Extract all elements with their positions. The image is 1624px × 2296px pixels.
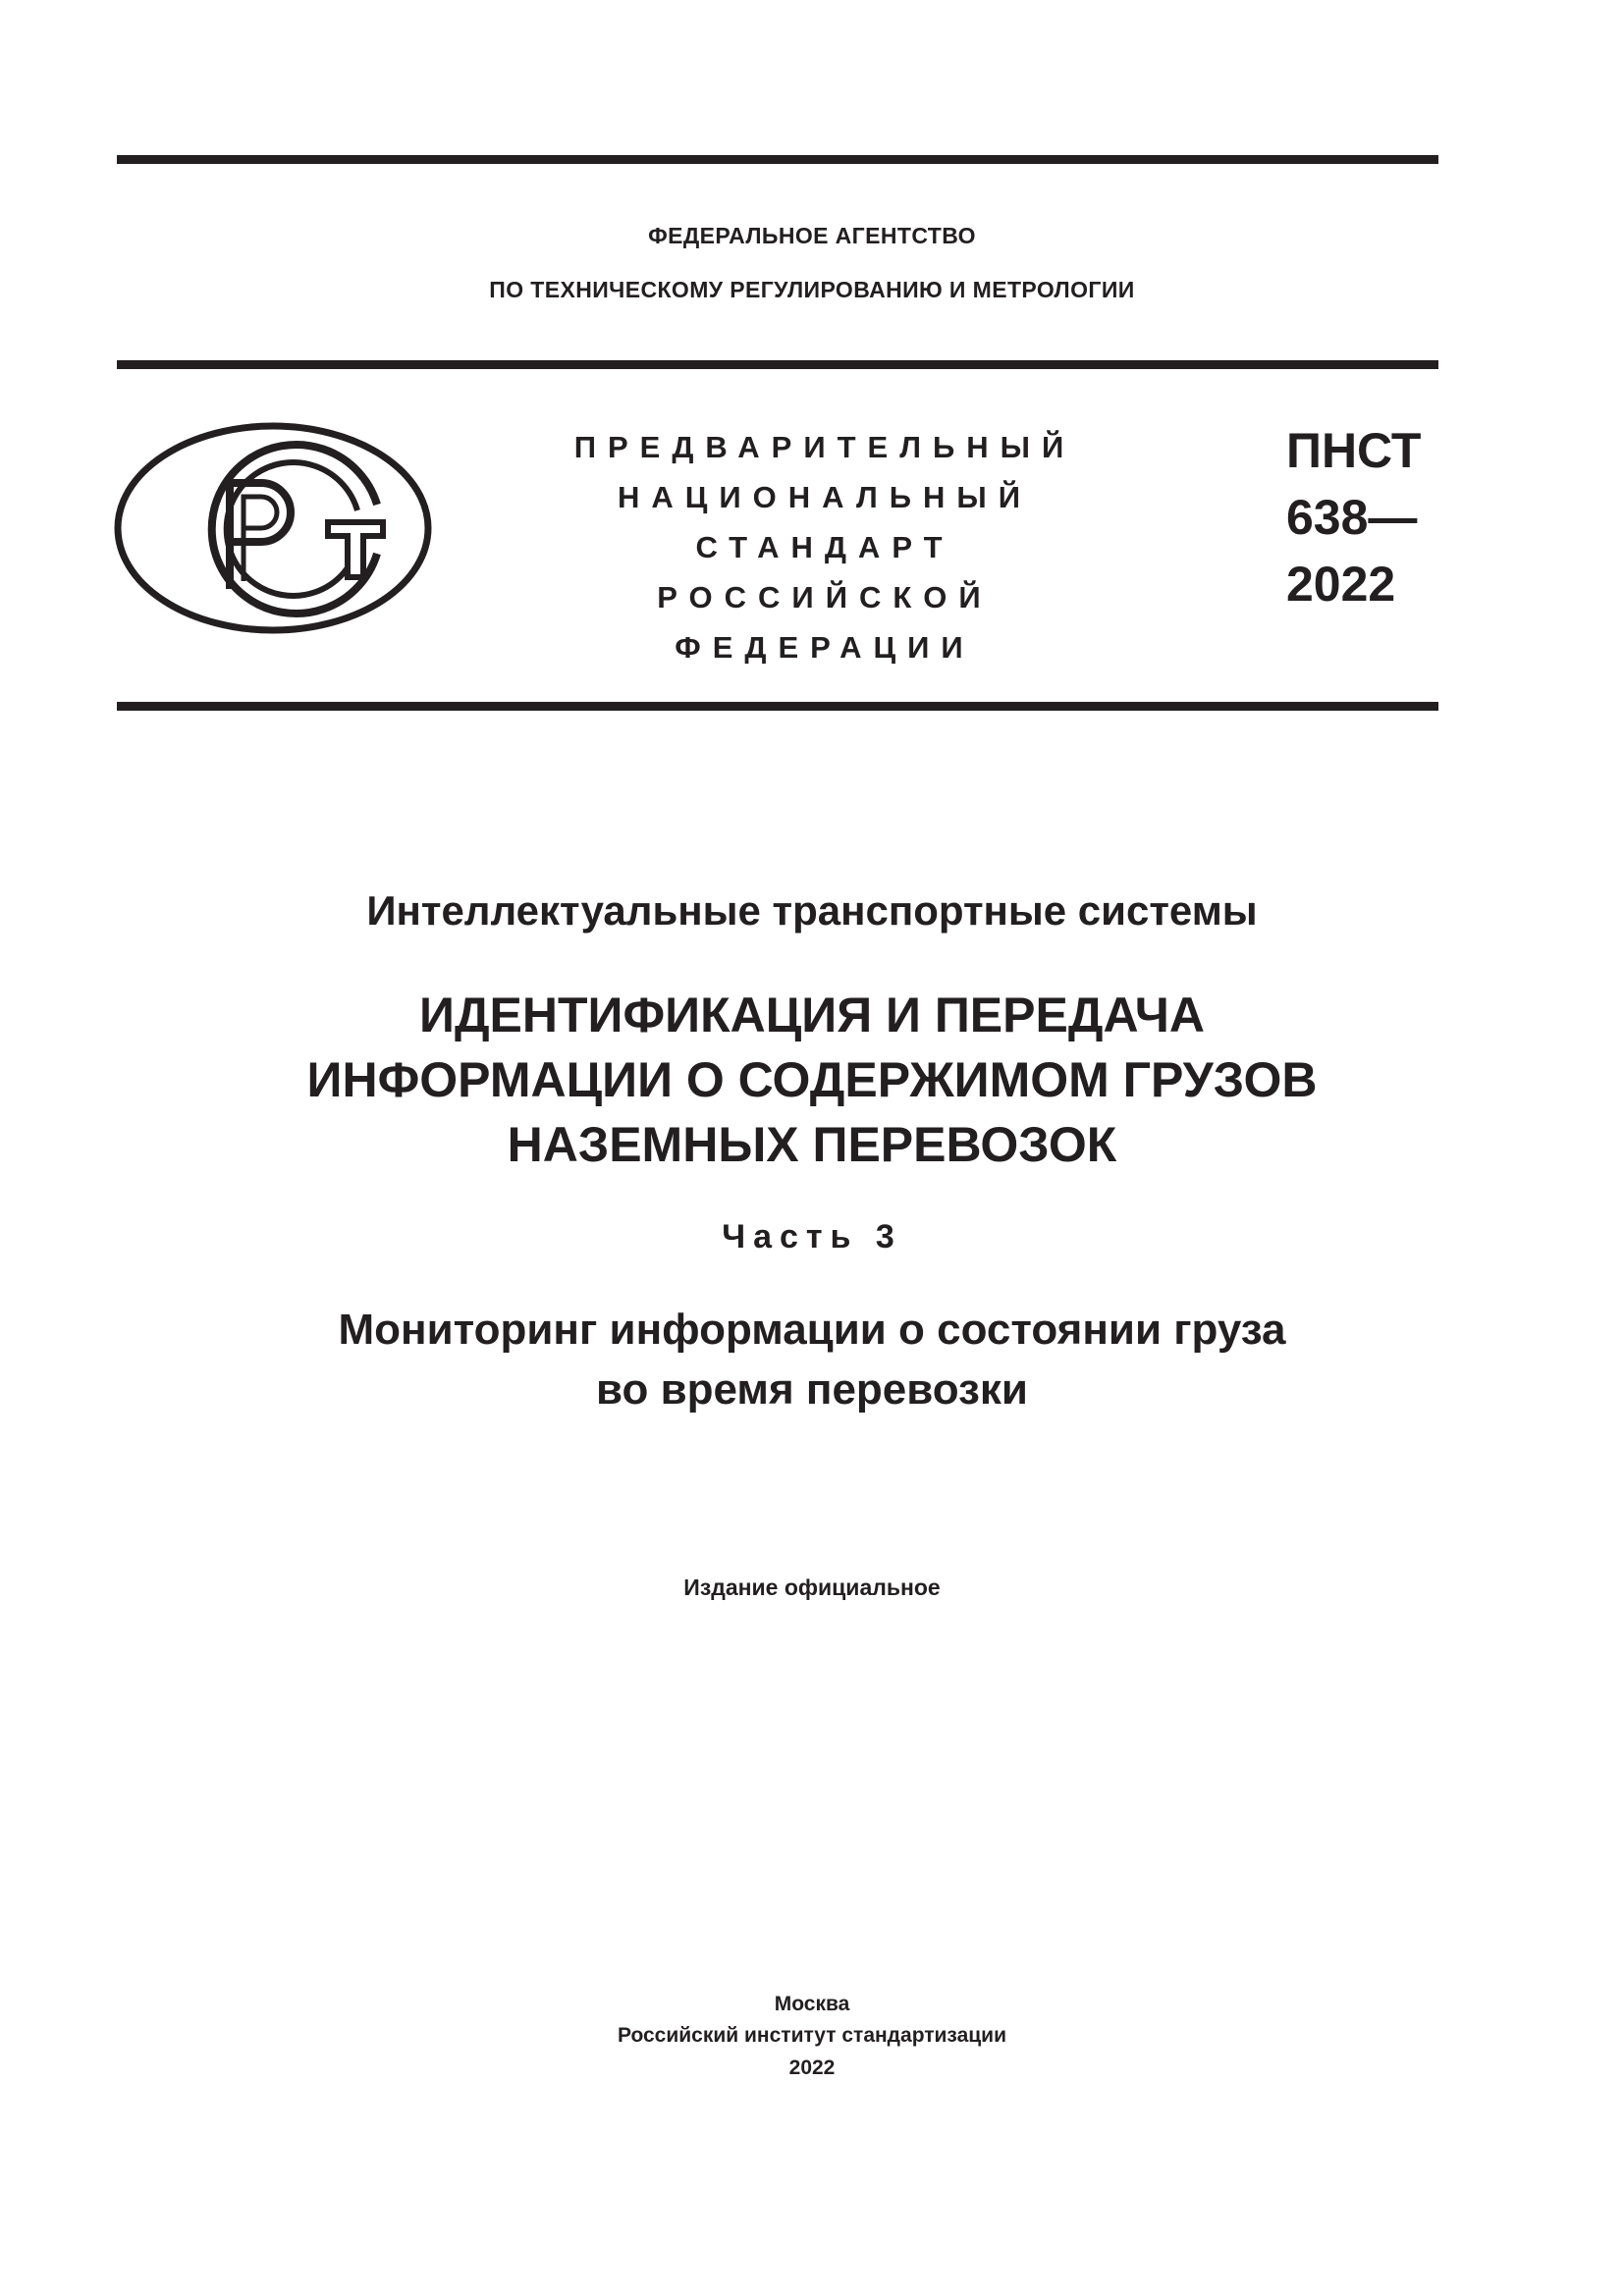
part-title-line: во время перевозки bbox=[596, 1365, 1028, 1414]
agency-line-1: ФЕДЕРАЛЬНОЕ АГЕНТСТВО bbox=[648, 223, 976, 248]
imprint-year: 2022 bbox=[788, 2056, 836, 2079]
part-title-line: Мониторинг информации о состоянии груза bbox=[338, 1306, 1286, 1354]
standard-number-prefix: ПНСТ bbox=[1286, 423, 1422, 478]
standard-number-year: 2022 bbox=[1286, 557, 1396, 612]
standard-number-value: 638— bbox=[1286, 490, 1418, 545]
edition-note: Издание официальное bbox=[683, 1575, 941, 1600]
standard-type-line: ПРЕДВАРИТЕЛЬНЫЙ bbox=[573, 430, 1076, 464]
document-subtitle: Интеллектуальные транспортные системы bbox=[366, 887, 1258, 934]
standard-type-line: ФЕДЕРАЦИИ bbox=[675, 630, 975, 665]
main-title-line: ИДЕНТИФИКАЦИЯ И ПЕРЕДАЧА bbox=[419, 988, 1205, 1042]
header-rule bbox=[117, 360, 1438, 369]
agency-line-2: ПО ТЕХНИЧЕСКОМУ РЕГУЛИРОВАНИЮ И МЕТРОЛОГИИ bbox=[489, 277, 1135, 302]
imprint-publisher: Российский институт стандартизации bbox=[617, 2024, 1007, 2047]
part-label: Часть 3 bbox=[722, 1218, 902, 1255]
main-title-line: ИНФОРМАЦИИ О СОДЕРЖИМОМ ГРУЗОВ bbox=[306, 1052, 1318, 1107]
main-title-line: НАЗЕМНЫХ ПЕРЕВОЗОК bbox=[507, 1117, 1117, 1172]
standard-type-line: РОССИЙСКОЙ bbox=[657, 580, 993, 614]
title-rule bbox=[117, 702, 1438, 711]
gost-r-logo-icon bbox=[114, 422, 432, 635]
top-rule bbox=[117, 155, 1438, 164]
imprint-city: Москва bbox=[774, 1993, 850, 2015]
standard-type-line: НАЦИОНАЛЬНЫЙ bbox=[617, 480, 1033, 514]
standard-type-line: СТАНДАРТ bbox=[695, 530, 954, 564]
